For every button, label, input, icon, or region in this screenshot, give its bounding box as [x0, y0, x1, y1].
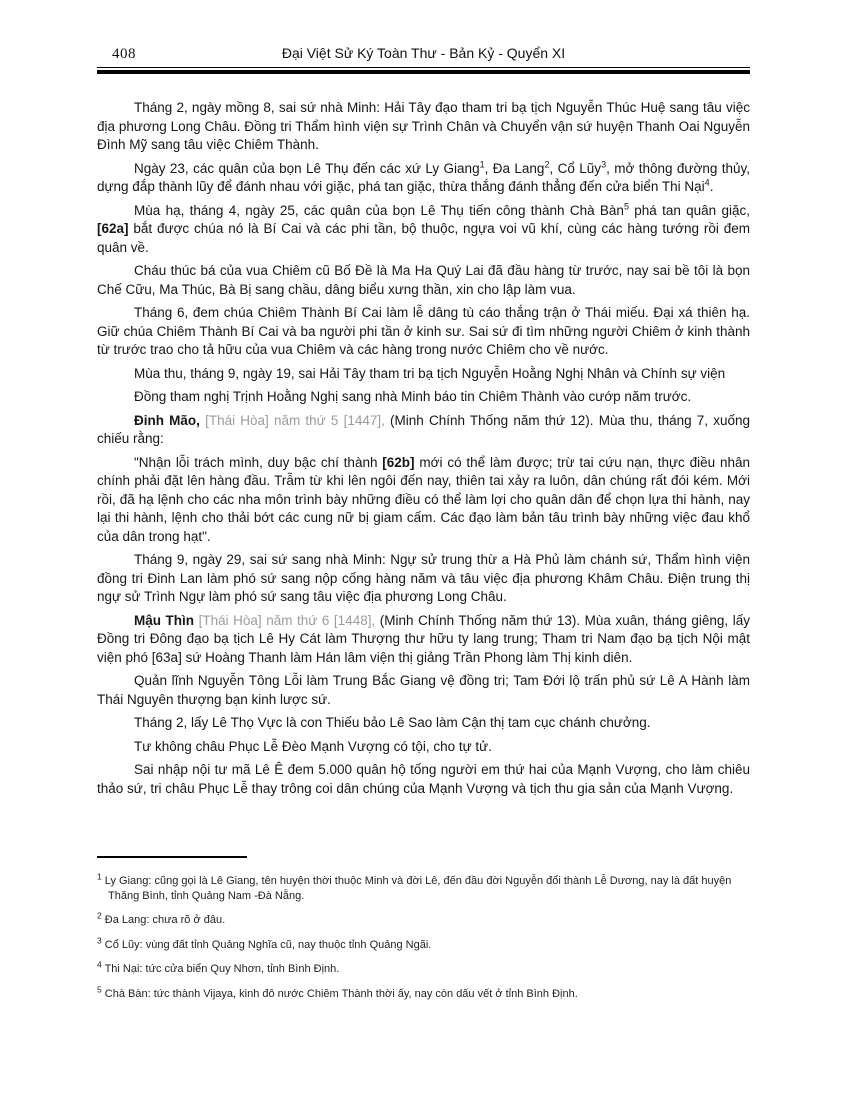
paragraph-11 [97, 612, 750, 668]
footnote-number: 3 [97, 934, 102, 945]
text-segment: mới có thể làm được; trừ tai cứu nạn, thực điều nhân chính phải đặt lên hàng đầu. Trẫm từ khi lên ngôi đến nay, thiên tai xảy ra luôn, dân chúng rất đói kém. Mới rồi, đã hạ lệnh cho các nha môn trình bày những điều có thể làm lợi cho quân dân để chọn lựa thi hành, nay lại thi hành, lệnh cho thải bớt các cung nữ bị giam cấm. Các đạo làm bản tâu trình bày những việc đau khổ của dân trong hạt". [97, 454, 750, 544]
paragraph-13 [97, 714, 750, 733]
text-segment: Tháng 2, lấy Lê Thọ Vực là con Thiếu bảo Lê Sao làm Cận thị tam cục chánh chưởng. [134, 715, 651, 730]
footnote-ref-3: 3 [601, 159, 607, 169]
page-title: Đại Việt Sử Ký Toàn Thư - Bản Kỷ - Quyển XI [281, 45, 566, 61]
text-segment: Mùa thu, tháng 9, ngày 19, sai Hải Tây tham tri bạ tịch Nguyễn Hoằng Nghị Nhân và Chính sự viện [134, 365, 726, 381]
reign-year-label: [Thái Hòa] năm thứ 5 [1447], [205, 412, 385, 428]
text-segment: phá tan quân giặc, [628, 202, 750, 218]
footnotes-section [97, 856, 750, 1011]
text-segment: Sai nhập nội tư mã Lê Ê đem 5.000 quân hộ tống người em thứ hai của Mạnh Vượng, cho làm chiêu thảo sứ, tri châu Phục Lễ thay trông coi dân chúng của Mạnh Vượng và tịch thu gia sản của Mạnh Vượng. [97, 762, 750, 796]
footnote-text: Ly Giang: cũng gọi là Lê Giang, tên huyện thời thuộc Minh và đời Lê, đến đầu đời Nguyễn đổi thành Lễ Dương, nay là đất huyện Thăng Bình, tỉnh Quảng Nam -Đà Nẵng. [101, 875, 732, 902]
paragraph-1 [97, 99, 750, 155]
text-segment: Tháng 6, đem chúa Chiêm Thành Bí Cai làm lễ dâng tù cáo thắng trận ở Thái miếu. Đại xá thiên hạ. Giữ chúa Chiêm Thành Bí Cai và ba người phi tần ở kinh sư. Sai sứ đi tìm những người Chiêm ở kinh thành từ trước trao cho tả hữu của vua Chiêm và các hàng trong nước Chiêm cho về nước. [97, 305, 750, 357]
footnote-number: 5 [97, 983, 102, 994]
paragraph-5 [97, 304, 750, 360]
footnote-number: 1 [97, 871, 102, 882]
paragraph-7 [97, 388, 750, 407]
footnote-5 [97, 983, 750, 1002]
text-segment: Quản lĩnh Nguyễn Tông Lỗi làm Trung Bắc Giang vệ đồng tri; Tam Đới lộ trấn phủ sứ Lê A Hành làm Thái Nguyên thượng bạn kinh lược sứ. [97, 673, 750, 707]
footnote-ref-5: 5 [623, 201, 629, 211]
text-segment: "Nhận lỗi trách mình, duy bậc chí thành [134, 454, 383, 470]
text-segment: Tư không châu Phục Lễ Đèo Mạnh Vượng có tội, cho tự tử. [134, 738, 492, 754]
document-body [97, 99, 750, 857]
footnote-text: Thi Nại: tức cửa biển Quy Nhơn, tỉnh Bình Định. [101, 963, 340, 975]
paragraph-9 [97, 454, 750, 547]
text-segment: bắt được chúa nó là Bí Cai và các phi tần, bộ thuộc, ngựa voi vũ khí, cùng các hàng tướng rồi đem quân về. [97, 221, 750, 255]
footnote-2 [97, 910, 750, 928]
page-header [97, 44, 750, 74]
paragraph-6 [97, 365, 750, 384]
footnote-ref-4: 4 [704, 177, 710, 188]
text-segment: (Minh Chính Thống năm thứ 13). Mùa xuân, tháng giêng, lấy Đồng tri Đông đạo bạ tịch Lê Hy Cát làm Thượng thư hữu ty lang trung; Tham tri Nam đạo bạ tịch Nội mật viện phó [63a] sứ Hoàng Thanh làm Hán lâm viện thị giảng Trần Phong làm Thị kinh diên. [97, 612, 750, 665]
text-segment: , Đa Lang [484, 160, 545, 176]
page-number: 408 [112, 46, 136, 62]
header-rule-thin [97, 67, 750, 68]
paragraph-4 [97, 262, 750, 299]
text-segment: (Minh Chính Thống năm thứ 12). Mùa thu, tháng 7, xuống chiếu rằng: [97, 412, 750, 446]
paragraph-14 [97, 738, 750, 757]
folio-marker-62a: [62a] [97, 221, 129, 236]
footnote-divider-rule [97, 856, 247, 858]
footnote-ref-1: 1 [479, 159, 485, 169]
header-rule-thick [97, 70, 750, 74]
footnote-text: Cổ Lũy: vùng đất tỉnh Quảng Nghĩa cũ, nay thuộc tỉnh Quảng Ngãi. [101, 938, 432, 951]
footnote-ref-2: 2 [544, 159, 550, 169]
text-segment: . [709, 179, 714, 194]
footnote-number: 2 [97, 910, 102, 921]
text-segment: Mùa hạ, tháng 4, ngày 25, các quân của bọn Lê Thụ tiến công thành Chà Bàn [134, 202, 624, 218]
footnote-4 [97, 959, 750, 977]
folio-marker-62b: [62b] [382, 454, 415, 470]
reign-year-label: [Thái Hòa] năm thứ 6 [1448], [198, 612, 376, 628]
footnote-number: 4 [97, 959, 102, 970]
era-year-name: Mậu Thìn [134, 612, 195, 628]
text-segment: Cháu thúc bá của vua Chiêm cũ Bố Đề là Ma Ha Quý Lai đã đầu hàng từ trước, nay sai bề tôi là bọn Chế Cữu, Ma Thúc, Bà Bị sang chầu, dâng biểu xưng thần, xin cho lập làm vua. [97, 263, 750, 297]
paragraph-12 [97, 672, 750, 709]
text-segment: , Cổ Lũy [549, 160, 602, 176]
paragraph-8 [97, 412, 750, 449]
paragraph-15 [97, 761, 750, 798]
paragraph-3 [97, 202, 750, 258]
text-segment: Tháng 9, ngày 29, sai sứ sang nhà Minh: Ngự sử trung thừ a Hà Phủ làm chánh sứ, Thẩm hình viện đồng tri Đinh Lan làm phó sứ sang nộp cống hàng năm và tâu việc địa phương Khâm Châu. Điện trung thị ngự sử Trình Ngự làm phó sứ sang tâu việc địa phương Long Châu. [97, 552, 750, 604]
footnote-3 [97, 934, 750, 953]
footnote-text: Chà Bàn: tức thành Vijaya, kinh đô nước Chiêm Thành thời ấy, nay còn dấu vết ở tỉnh Bình Định. [101, 987, 578, 1000]
paragraph-2 [97, 160, 750, 197]
text-segment: Ngày 23, các quân của bọn Lê Thụ đến các xứ Ly Giang [134, 160, 480, 176]
era-year-name: Đinh Mão, [134, 412, 200, 428]
text-segment: , mở thông đường thủy, dựng đắp thành lũy để đánh nhau với giặc, phá tan giặc, thừa thắng đánh thẳng đến cửa biển Thi Nại [97, 160, 750, 194]
paragraph-10 [97, 551, 750, 607]
text-segment: Tháng 2, ngày mồng 8, sai sứ nhà Minh: Hải Tây đạo tham tri bạ tịch Nguyễn Thúc Huệ sang tâu việc địa phương Long Châu. Đồng tri Thẩm hình viện sự Trình Chân và Chuyển vận sứ huyện Thanh Oai Nguyễn Đình Mỹ sang tâu việc Chiêm Thành. [97, 100, 750, 152]
footnote-text: Đa Lang: chưa rõ ở đâu. [101, 914, 226, 926]
footnote-1 [97, 871, 750, 903]
text-segment: Đồng tham nghị Trịnh Hoằng Nghị sang nhà Minh báo tin Chiêm Thành vào cướp năm trước. [134, 389, 692, 404]
footnotes-list [97, 871, 750, 1001]
